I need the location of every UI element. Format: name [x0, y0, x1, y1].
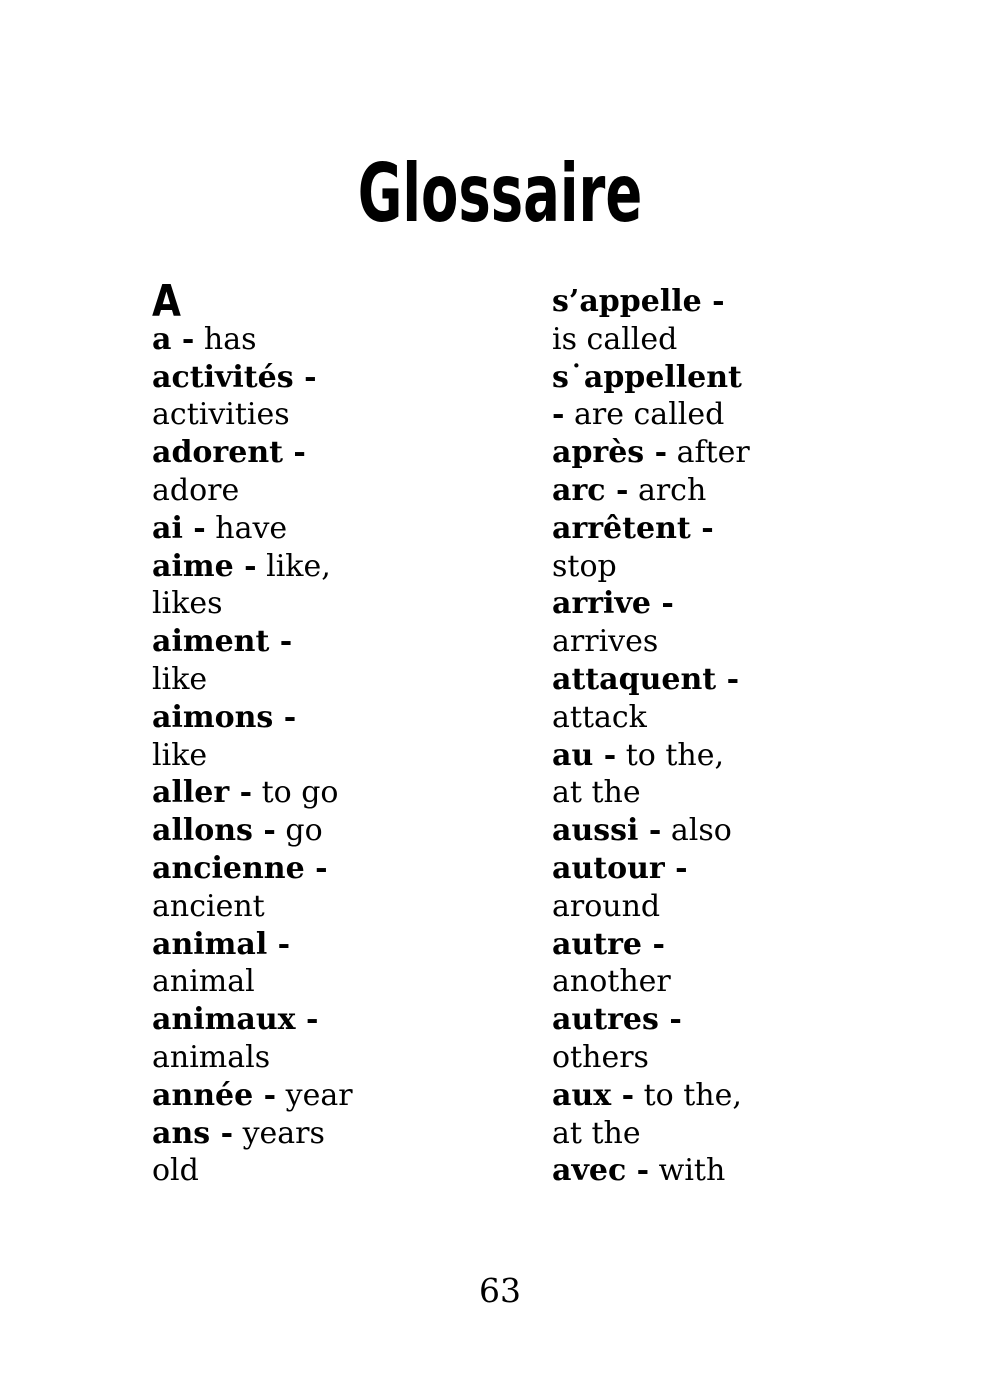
glossary-line: [552, 1001, 812, 1039]
glossary-definition: likes: [152, 586, 223, 622]
page-number: 63: [479, 1271, 521, 1310]
glossary-definition: like: [152, 661, 208, 697]
glossary-definition: around: [552, 888, 661, 924]
glossary-term: aimons -: [152, 699, 297, 735]
glossary-definition: another: [552, 964, 671, 1000]
glossary-line: [552, 283, 812, 321]
glossary-definition: ancient: [152, 888, 265, 924]
glossary-term: année -: [152, 1077, 277, 1113]
glossary-line: [552, 1077, 812, 1115]
glossary-line: [552, 1152, 812, 1190]
glossary-term: aime -: [152, 548, 257, 584]
glossary-line: [552, 926, 812, 964]
glossary-term: autour -: [552, 850, 688, 886]
glossary-term: autre -: [552, 926, 665, 962]
glossary-line: [152, 623, 412, 661]
glossary-line: [552, 434, 812, 472]
glossary-line: [552, 1039, 812, 1077]
glossary-line: [552, 888, 812, 926]
glossary-definition: like,: [256, 548, 331, 584]
page-title: Glossaire: [357, 147, 643, 240]
glossary-line: [552, 1115, 812, 1153]
glossary-line: [152, 1152, 412, 1190]
glossary-definition: with: [649, 1153, 726, 1189]
glossary-line: [552, 661, 812, 699]
glossary-line: [552, 699, 812, 737]
glossary-line: [152, 585, 412, 623]
glossary-line: [152, 661, 412, 699]
glossary-term: avec -: [552, 1153, 650, 1189]
glossary-definition: at the: [552, 775, 641, 811]
glossary-line: [552, 812, 812, 850]
glossary-term: -: [552, 397, 565, 433]
glossary-definition: others: [552, 1039, 649, 1075]
glossary-term: s’appelle -: [552, 284, 725, 319]
glossary-definition: year: [276, 1077, 353, 1113]
glossary-term: a -: [152, 321, 195, 357]
glossary-line: [152, 510, 412, 548]
glossary-definition: adore: [152, 472, 240, 508]
glossary-term: aller -: [152, 775, 253, 811]
glossary-line: [552, 548, 812, 586]
glossary-line: [152, 434, 412, 472]
glossary-term: aux -: [552, 1077, 635, 1113]
glossary-definition: years: [233, 1115, 325, 1151]
glossary-term: attaquent -: [552, 661, 740, 697]
glossary-line: [152, 774, 412, 812]
glossary-line: [552, 396, 812, 434]
glossary-term: autres -: [552, 1002, 682, 1038]
glossary-line: [152, 812, 412, 850]
glossary-term: arrêtent -: [552, 510, 714, 546]
glossary-line: [552, 359, 812, 397]
glossary-line: [552, 321, 812, 359]
glossary-line: [152, 1077, 412, 1115]
glossary-line: [152, 321, 412, 359]
glossary-term: après -: [552, 435, 668, 471]
glossary-definition: at the: [552, 1115, 641, 1151]
glossary-definition: animals: [152, 1039, 271, 1075]
glossary-term: arrive -: [552, 586, 674, 622]
glossary-lines-right: [552, 283, 812, 1190]
glossary-definition: to go: [252, 775, 339, 811]
glossary-lines-left: [152, 321, 412, 1190]
glossary-line: [152, 1001, 412, 1039]
glossary-term: s˙appellent: [552, 359, 742, 395]
glossary-line: [152, 548, 412, 586]
glossary-term: adorent -: [152, 435, 306, 471]
glossary-term: allons -: [152, 813, 276, 849]
glossary-definition: arrives: [552, 624, 659, 660]
glossary-line: [152, 963, 412, 1001]
glossary-line: [152, 396, 412, 434]
glossary-term: ancienne -: [152, 850, 328, 886]
glossary-term: au -: [552, 737, 617, 773]
glossary-definition: go: [275, 813, 323, 849]
glossary-line: [552, 963, 812, 1001]
glossary-line: [152, 699, 412, 737]
glossary-line: [552, 850, 812, 888]
glossary-line: [552, 737, 812, 775]
glossary-term: activités -: [152, 359, 317, 395]
glossary-definition: also: [661, 813, 732, 849]
glossary-line: [552, 623, 812, 661]
glossary-definition: stop: [552, 548, 617, 584]
glossary-line: [152, 888, 412, 926]
glossary-term: ans -: [152, 1115, 234, 1151]
glossary-line: [152, 1039, 412, 1077]
glossary-line: [152, 926, 412, 964]
glossary-definition: old: [152, 1153, 199, 1189]
glossary-definition: has: [194, 321, 257, 357]
glossary-definition: after: [667, 435, 750, 471]
glossary-column-left: [152, 276, 412, 1190]
glossary-line: [152, 737, 412, 775]
glossary-definition: to the,: [616, 737, 725, 773]
glossary-line: [552, 585, 812, 623]
glossary-line: [152, 359, 412, 397]
section-letter: A: [152, 276, 181, 327]
glossary-line: [552, 510, 812, 548]
glossary-line: [152, 850, 412, 888]
glossary-column-right: [552, 283, 812, 1190]
glossary-line: [152, 1115, 412, 1153]
glossary-definition: like: [152, 737, 208, 773]
glossary-definition: attack: [552, 699, 647, 735]
glossary-term: aussi -: [552, 813, 662, 849]
glossary-term: animal -: [152, 926, 291, 962]
glossary-definition: is called: [552, 321, 678, 357]
glossary-term: aiment -: [152, 624, 293, 660]
glossary-definition: to the,: [634, 1077, 742, 1113]
glossary-line: [552, 472, 812, 510]
glossary-definition: animal: [152, 964, 255, 1000]
glossary-definition: are called: [564, 397, 725, 433]
glossary-term: ai -: [152, 510, 206, 546]
glossary-term: animaux -: [152, 1002, 319, 1038]
glossary-line: [552, 774, 812, 812]
glossary-definition: activities: [152, 397, 290, 433]
glossary-line: [152, 472, 412, 510]
glossary-term: arc -: [552, 472, 629, 508]
glossary-definition: have: [205, 510, 288, 546]
glossary-definition: arch: [628, 472, 707, 508]
